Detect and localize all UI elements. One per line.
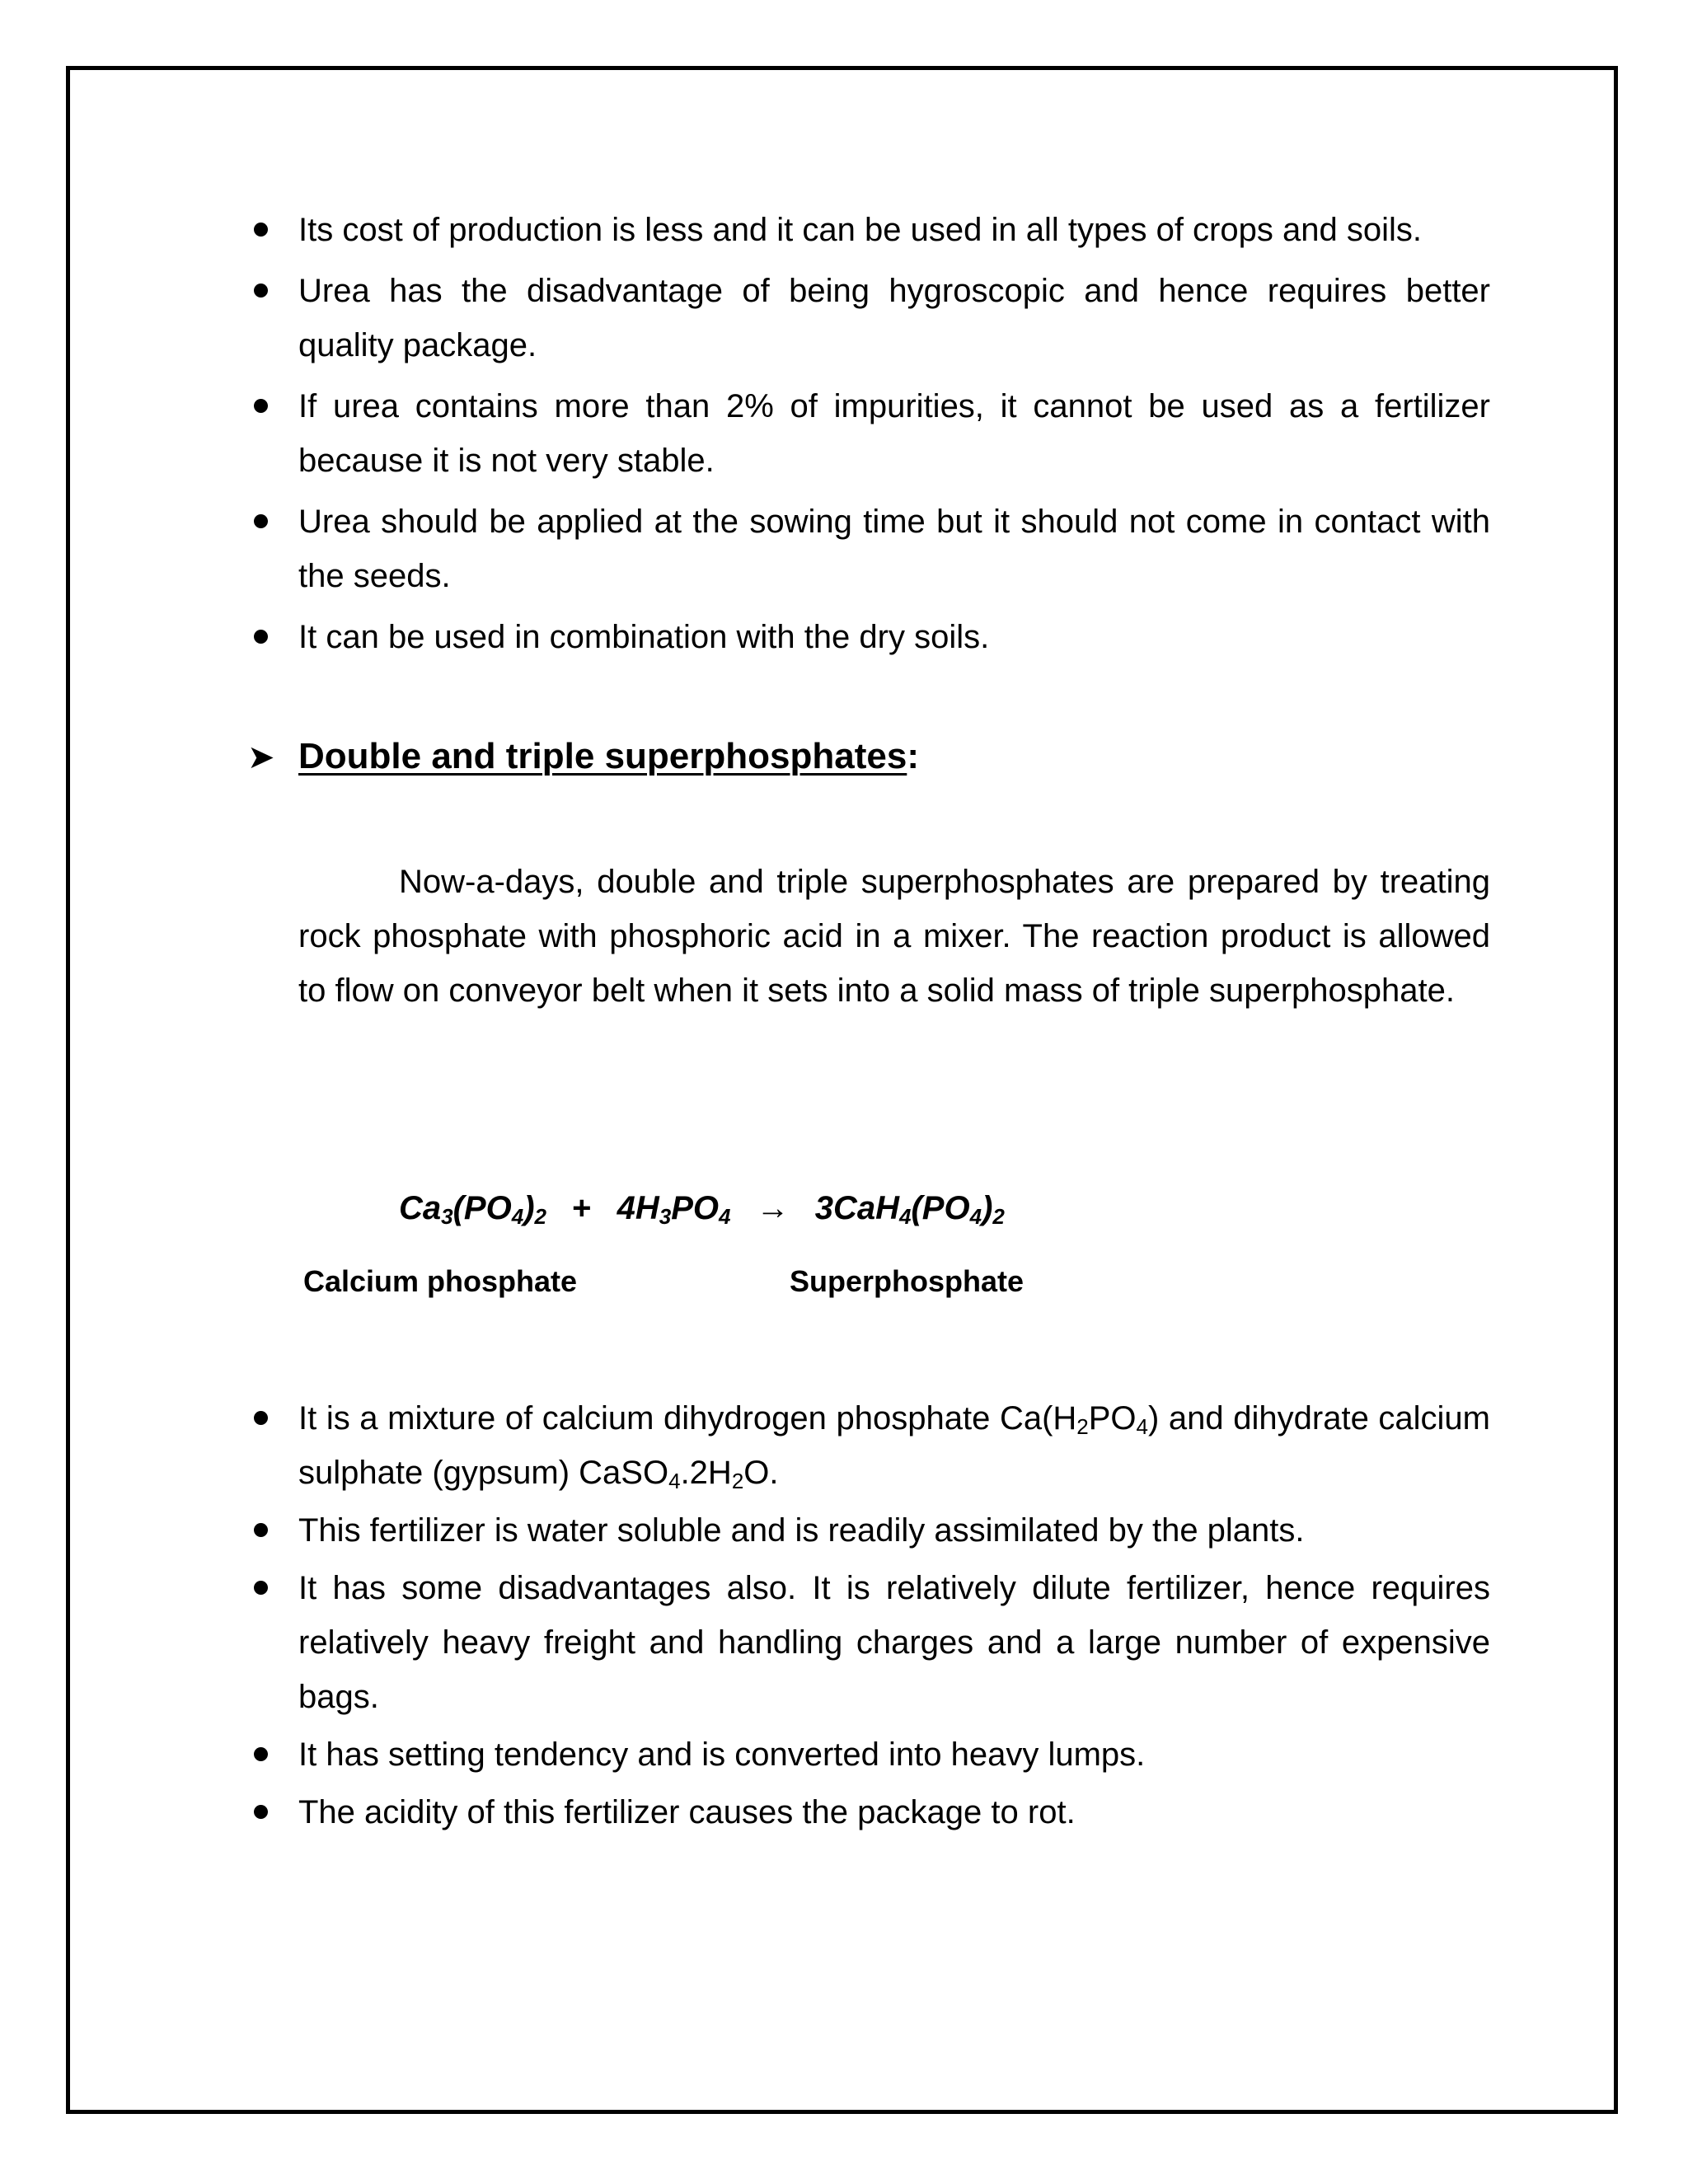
section-heading <box>247 729 919 785</box>
list-item: Urea has the disadvantage of being hygroscopic and hence requires better quality package. <box>247 264 1490 373</box>
bullet-icon <box>254 1805 268 1819</box>
list-item: It can be used in combination with the dry soils. <box>247 610 1490 664</box>
equation-reactant-calcium-phosphate: $Ca_3(PO_4)_2$ <box>399 1190 546 1229</box>
list-item: It has some disadvantages also. It is relatively dilute fertilizer, hence requires relatively heavy freight and handling charges and a large number of expensive bags. <box>247 1561 1490 1724</box>
bullet-icon <box>254 223 268 237</box>
equation-label-reactant: Calcium phosphate <box>303 1264 578 1298</box>
bullet-icon <box>254 1411 268 1425</box>
section-paragraph: Now-a-days, double and triple superphosphates are prepared by treating rock phosphate with phosphoric acid in a mixer. The reaction product is allowed to flow on conveyor belt when it sets into a solid mass of triple superphosphate. <box>298 864 1490 1009</box>
list-item: Its cost of production is less and it can be used in all types of crops and soils. <box>247 203 1490 257</box>
list-item: The acidity of this fertilizer causes the package to rot. <box>247 1785 1490 1840</box>
bullet-icon <box>254 630 268 644</box>
list-item: It has setting tendency and is converted into heavy lumps. <box>247 1727 1490 1782</box>
equation-label-product: Superphosphate <box>790 1264 1025 1298</box>
equation-plus: + <box>572 1190 592 1226</box>
list-item: It is a mixture of calcium dihydrogen phosphate $Ca(H_2PO_4)$ and dihydrate calcium sulphate (gypsum) $CaSO_4.2H_2O$. <box>247 1391 1490 1500</box>
list-item: If urea contains more than 2% of impurities, it cannot be used as a fertilizer because it is not very stable. <box>247 379 1490 488</box>
bullet-icon <box>254 1581 268 1595</box>
section-title: Double and triple superphosphates <box>298 736 907 776</box>
bullet-icon <box>254 1523 268 1537</box>
list-item: Urea should be applied at the sowing time but it should not come in contact with the seeds. <box>247 494 1490 603</box>
bullet-icon <box>254 1747 268 1761</box>
chemical-equation <box>399 1181 1005 1235</box>
bullet-icon <box>254 399 268 413</box>
section-title-colon: : <box>907 736 919 776</box>
bullet-list-superphosphate <box>247 1391 1490 1843</box>
list-item: This fertilizer is water soluble and is readily assimilated by the plants. <box>247 1503 1490 1558</box>
equation-arrow-icon: → <box>756 1190 790 1226</box>
arrow-bullet-icon: ➤ <box>247 739 275 776</box>
bullet-icon <box>254 514 268 528</box>
equation-product-superphosphate: $3CaH_4(PO_4)_2$ <box>814 1190 1005 1229</box>
bullet-list-urea <box>247 203 1490 671</box>
equation-reactant-phosphoric-acid: $4H_3PO_4$ <box>617 1190 731 1229</box>
bullet-icon <box>254 284 268 298</box>
